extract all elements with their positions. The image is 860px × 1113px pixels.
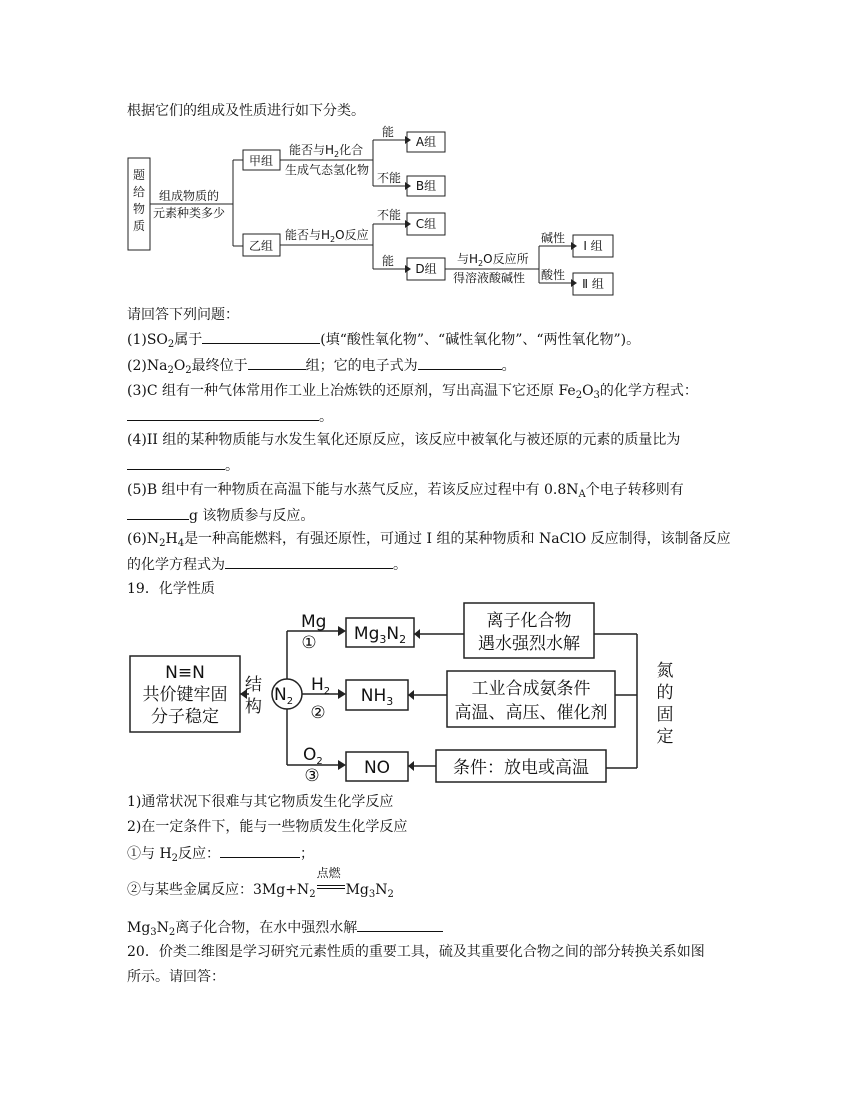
- question-20-line-2: 所示。请回答：: [127, 969, 225, 985]
- question-6: $(6)N_2H_4$是一种高能燃料，有强还原性，可通过 I 组的某种物质和 NaClO 反应制得，该制备反应: [127, 531, 731, 549]
- note-4: ②与某些金属反应：$3Mg+N_2$ 点燃 $Mg_3N_2$: [127, 866, 394, 900]
- industry-label: 工业合成氨条件: [471, 679, 591, 699]
- question-4-answer-line: 。: [127, 455, 239, 476]
- question-2: $(2)Na_2O_2$最终位于 组；它的电子式为 。: [127, 355, 516, 376]
- d-criterion-1: 与$H_2O$反应所: [457, 252, 529, 268]
- root-char-1: 题: [132, 168, 146, 182]
- question-5-answer-line: g 该物质参与反应。: [127, 505, 314, 526]
- questions-prompt: 请回答下列问题：: [127, 307, 239, 323]
- covalent-bond-label: 共价键牢固: [142, 685, 228, 705]
- d-criterion-2: 得溶液酸碱性: [453, 271, 526, 285]
- answer-blank-2a[interactable]: [248, 355, 306, 370]
- structure-char-2: 构: [245, 697, 262, 717]
- answer-blank-4[interactable]: [127, 455, 225, 470]
- discharge-condition-label: 条件：放电或高温: [453, 758, 589, 778]
- basic-label: 碱性: [541, 231, 566, 245]
- nh3-label: $NH_3$: [360, 686, 394, 708]
- answer-blank-3[interactable]: [127, 406, 319, 421]
- section-19-title: 19．化学性质: [127, 581, 215, 597]
- industry-conditions-label: 高温、高压、催化剂: [454, 703, 608, 723]
- no-label-b: 不能: [377, 171, 402, 185]
- answer-blank-h2-reaction[interactable]: [220, 843, 300, 858]
- classification-diagram: [127, 124, 627, 300]
- answer-blank-6[interactable]: [225, 554, 393, 569]
- yes-label-d: 能: [382, 254, 395, 268]
- note-3: ①与 $H_2$反应： ；: [127, 843, 314, 864]
- jia-criterion-1: 能否与$H_2$化合: [289, 143, 364, 159]
- n2-label: $N_2$: [274, 685, 294, 707]
- group-jia-label: 甲组: [248, 154, 274, 168]
- group-c-label: C组: [415, 217, 437, 231]
- root-char-2: 给: [132, 185, 146, 199]
- root-char-3: 物: [132, 202, 146, 216]
- structure-char-1: 结: [245, 675, 262, 695]
- question-20-line-1: 20．价类二维图是学习研究元素性质的重要工具，硫及其重要化合物之间的部分转换关系如图: [127, 944, 705, 960]
- root-char-4: 质: [132, 219, 146, 233]
- nitrogen-properties-diagram: [127, 598, 687, 788]
- h2-reagent-label: $H_2$: [311, 675, 331, 697]
- fixation-char-4: 定: [656, 727, 674, 747]
- circle-3-label: ③: [304, 766, 320, 786]
- question-4: (4)II 组的某种物质能与水发生氧化还原反应，该反应中被氧化与被还原的元素的质量比为: [127, 432, 681, 448]
- mg-reagent-label: Mg: [301, 612, 327, 632]
- question-5: (5)B 组中有一种物质在高温下能与水蒸气反应，若该反应过程中有 $0.8N_A$个电子转移则有: [127, 482, 684, 500]
- question-3: (3)C 组有一种气体常用作工业上冶炼铁的还原剂，写出高温下它还原 $Fe_2O_3$的化学方程式：: [127, 383, 698, 401]
- ionic-compound-label: 离子化合物: [486, 611, 572, 631]
- note-2: 2)在一定条件下，能与一些物质发生化学反应: [127, 819, 408, 835]
- yi-criterion: 能否与$H_2O$反应: [285, 228, 369, 244]
- hydrolysis-label: 遇水强烈水解: [478, 634, 580, 654]
- no-label: NO: [363, 758, 391, 778]
- molecule-stable-label: 分子稳定: [151, 707, 219, 727]
- answer-blank-hydrolysis[interactable]: [357, 917, 443, 932]
- question-6-answer-line: 的化学方程式为 。: [127, 554, 407, 575]
- triple-bond-label: N≡N: [165, 663, 205, 683]
- yes-label-a: 能: [382, 125, 395, 139]
- circle-1-label: ①: [301, 633, 317, 653]
- circle-2-label: ②: [310, 703, 326, 723]
- group-yi-label: 乙组: [248, 239, 274, 253]
- answer-blank-1[interactable]: [202, 329, 320, 344]
- note-1: 1)通常状况下很难与其它物质发生化学反应: [127, 794, 394, 810]
- group-ii-label: Ⅱ 组: [582, 277, 604, 291]
- acidic-label: 酸性: [541, 268, 566, 282]
- jia-criterion-2: 生成气态氢化物: [285, 163, 370, 177]
- group-b-label: B组: [415, 179, 437, 193]
- no-label-c: 不能: [377, 208, 402, 222]
- o2-reagent-label: $O_2$: [303, 745, 323, 767]
- answer-blank-2b[interactable]: [418, 355, 502, 370]
- note-5: $Mg_3N_2$离子化合物，在水中强烈水解: [127, 917, 443, 938]
- fixation-char-1: 氮: [656, 661, 674, 681]
- fixation-char-2: 的: [656, 683, 674, 703]
- answer-blank-5[interactable]: [127, 505, 189, 520]
- mg3n2-label: $Mg_3N_2$: [353, 624, 407, 646]
- question-3-answer-line: 。: [127, 406, 333, 427]
- group-a-label: A组: [415, 135, 437, 149]
- reaction-condition: 点燃: [316, 880, 346, 894]
- question-1: $(1)SO_2$属于 (填“酸性氧化物”、“碱性氧化物”、“两性氧化物”)。: [127, 329, 640, 350]
- intro-text: 根据它们的组成及性质进行如下分类。: [127, 103, 365, 119]
- root-criterion-2: 元素种类多少: [152, 206, 226, 220]
- group-d-label: D组: [415, 262, 437, 276]
- root-criterion-1: 组成物质的: [158, 189, 220, 203]
- group-i-label: Ⅰ 组: [583, 239, 603, 253]
- fixation-char-3: 固: [656, 705, 674, 725]
